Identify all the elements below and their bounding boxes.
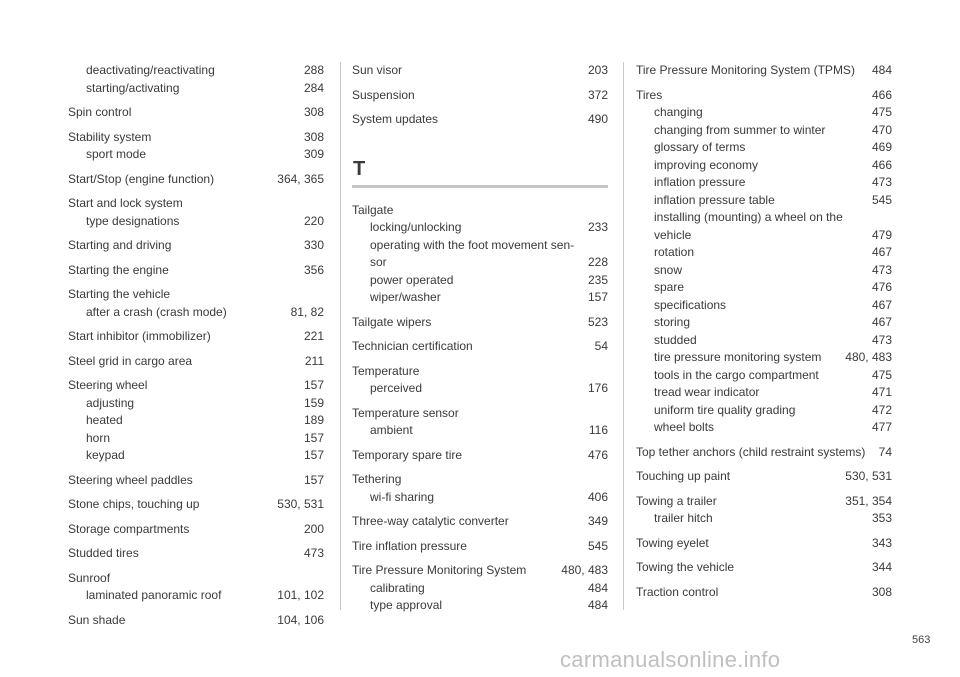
index-main-line — [352, 202, 608, 220]
index-main-line — [68, 353, 324, 371]
entry-pages: 473 — [303, 546, 324, 560]
index-sub-line — [352, 380, 608, 398]
index-entry — [68, 570, 324, 605]
index-main-line — [636, 559, 892, 577]
entry-term: wiper/washer — [370, 290, 441, 304]
entry-pages: 476 — [587, 447, 608, 462]
entry-term: keypad — [86, 448, 125, 462]
index-main-line — [68, 262, 324, 280]
entry-term: Suspension — [352, 87, 415, 102]
index-sub-line — [636, 402, 892, 420]
entry-term: Sun visor — [352, 63, 403, 77]
entry-pages: 356 — [303, 262, 324, 277]
entry-pages: 159 — [303, 395, 324, 410]
entry-pages: 189 — [303, 413, 324, 427]
index-entry — [68, 496, 324, 514]
index-sub-line — [636, 314, 892, 332]
index-main-line — [352, 111, 608, 129]
entry-term: spare — [654, 280, 685, 294]
index-entry — [68, 612, 324, 630]
entry-term: Steering wheel — [68, 378, 148, 392]
section-letter: T — [353, 157, 366, 180]
entry-term: Tire Pressure Monitoring System (TPMS) — [636, 63, 855, 77]
entry-term: Spin control — [68, 105, 132, 119]
entry-pages: 157 — [303, 430, 324, 445]
entry-pages: 372 — [587, 87, 608, 102]
entry-term: Start inhibitor (immobilizer) — [68, 329, 211, 343]
entry-pages: 116 — [588, 423, 608, 437]
entry-term: changing from summer to winter — [654, 122, 826, 137]
index-entry — [352, 363, 608, 398]
entry-pages: 220 — [303, 213, 324, 228]
index-main-line — [68, 612, 324, 630]
entry-term: laminated panoramic roof — [86, 588, 222, 602]
index-sub-line — [352, 597, 608, 615]
index-main-line — [352, 314, 608, 332]
entry-term: Storage compartments — [68, 521, 190, 536]
index-main-line — [68, 171, 324, 189]
entry-term: improving economy — [654, 157, 759, 172]
index-main-line — [352, 562, 608, 580]
entry-pages: 545 — [587, 538, 608, 553]
index-entry — [636, 493, 892, 528]
index-sub-line — [636, 157, 892, 175]
index-entry — [352, 62, 608, 80]
index-main-line — [68, 328, 324, 346]
entry-pages: 480, 483 — [845, 350, 892, 364]
entry-pages: 472 — [871, 402, 892, 417]
entry-pages: 530, 531 — [277, 497, 324, 511]
entry-term: Technician certification — [352, 339, 473, 353]
entry-term: Studded tires — [68, 546, 139, 560]
entry-term: adjusting — [86, 395, 135, 410]
index-sub-line — [636, 262, 892, 280]
column-divider — [340, 62, 341, 610]
entry-term: vehicle — [654, 227, 692, 242]
entry-term: uniform tire quality grading — [654, 402, 796, 417]
index-sub-line — [636, 122, 892, 140]
entry-term: Start/Stop (engine function) — [68, 171, 215, 186]
index-sub-line — [636, 104, 892, 122]
entry-pages: 484 — [587, 580, 608, 595]
index-sub-line — [352, 219, 608, 237]
entry-term: Traction control — [636, 584, 719, 599]
entry-pages: 284 — [303, 80, 324, 95]
entry-term: Starting the vehicle — [68, 287, 171, 301]
entry-term: locking/unlocking — [370, 220, 462, 234]
index-sub-line — [68, 447, 324, 465]
entry-term: Tire Pressure Monitoring System — [352, 563, 527, 577]
index-main-line — [352, 447, 608, 465]
index-entry — [68, 262, 324, 280]
entry-pages: 480, 483 — [561, 563, 608, 577]
entry-term: Towing a trailer — [636, 493, 717, 508]
entry-term: perceived — [370, 381, 423, 395]
entry-term: storing — [654, 315, 691, 329]
entry-term: horn — [86, 430, 111, 445]
index-main-line — [352, 363, 608, 381]
index-entry — [352, 111, 608, 129]
index-entry — [636, 584, 892, 602]
index-sub-line — [636, 297, 892, 315]
index-entry — [352, 471, 608, 506]
index-sub-line — [636, 244, 892, 262]
entry-term: tread wear indicator — [654, 385, 760, 399]
index-entry — [68, 104, 324, 122]
index-entry — [68, 472, 324, 490]
index-sub-line — [636, 367, 892, 385]
index-sub-line — [352, 272, 608, 290]
entry-term: Tires — [636, 87, 663, 102]
index-entry — [68, 521, 324, 539]
entry-pages: 235 — [587, 272, 608, 287]
entry-term: Temperature sensor — [352, 405, 459, 420]
index-entry — [636, 559, 892, 577]
entry-term: ambient — [370, 423, 413, 437]
index-sub-line — [636, 419, 892, 437]
index-entry — [68, 62, 324, 97]
entry-pages: 81, 82 — [290, 304, 324, 319]
entry-pages: 221 — [303, 329, 324, 343]
index-entry — [352, 338, 608, 356]
index-main-line — [68, 195, 324, 213]
index-sub-line — [636, 349, 892, 367]
index-sub-line — [636, 279, 892, 297]
index-column-1 — [68, 62, 324, 636]
index-main-line — [68, 129, 324, 147]
index-main-line — [636, 62, 892, 80]
entry-pages: 473 — [871, 332, 892, 347]
index-main-line — [636, 468, 892, 486]
entry-pages: 364, 365 — [277, 171, 324, 186]
index-main-line — [636, 87, 892, 105]
index-main-line — [352, 62, 608, 80]
index-main-line — [352, 405, 608, 423]
entry-pages: 157 — [587, 290, 608, 304]
entry-term: type designations — [86, 213, 180, 228]
entry-pages: 467 — [871, 245, 892, 259]
index-entry — [636, 87, 892, 437]
index-main-line — [68, 570, 324, 588]
index-sub-line — [68, 62, 324, 80]
index-entry — [352, 202, 608, 307]
index-sub-line — [68, 430, 324, 448]
entry-pages: 176 — [587, 381, 608, 395]
entry-pages: 200 — [303, 521, 324, 536]
index-sub-line — [68, 412, 324, 430]
entry-term: tools in the cargo compartment — [654, 367, 819, 382]
entry-pages: 228 — [587, 255, 608, 269]
index-main-line — [68, 104, 324, 122]
index-sub-line — [636, 332, 892, 350]
index-entry — [352, 405, 608, 440]
index-main-line — [352, 513, 608, 531]
entry-term: glossary of terms — [654, 140, 746, 154]
entry-term: calibrating — [370, 580, 425, 595]
index-main-line — [68, 496, 324, 514]
entry-term: rotation — [654, 245, 695, 259]
index-entry — [352, 314, 608, 332]
index-entry — [68, 129, 324, 164]
entry-pages: 308 — [871, 584, 892, 599]
index-sub-line — [352, 489, 608, 507]
entry-pages: 530, 531 — [845, 469, 892, 483]
index-main-line — [68, 472, 324, 490]
entry-pages: 470 — [871, 122, 892, 137]
entry-term: type approval — [370, 598, 443, 612]
entry-term: changing — [654, 105, 703, 119]
index-main-line — [352, 87, 608, 105]
entry-term: deactivating/reactivating — [86, 63, 215, 77]
entry-term: Touching up paint — [636, 469, 731, 483]
entry-term: studded — [654, 332, 697, 347]
entry-pages: 471 — [871, 385, 892, 399]
entry-pages: 330 — [303, 238, 324, 252]
index-entry — [352, 447, 608, 465]
page-number: 563 — [912, 634, 931, 646]
entry-pages: 288 — [303, 63, 324, 77]
entry-term: Starting the engine — [68, 262, 169, 277]
index-entry — [68, 237, 324, 255]
entry-pages: 203 — [587, 63, 608, 77]
entry-pages: 523 — [587, 314, 608, 329]
index-main-line — [352, 338, 608, 356]
entry-term: operating with the foot movement sen- — [370, 237, 575, 252]
entry-term: heated — [86, 413, 123, 427]
entry-term: System updates — [352, 112, 439, 126]
index-entry — [68, 195, 324, 230]
index-entry — [68, 353, 324, 371]
index-sub-line — [352, 422, 608, 440]
entry-pages: 104, 106 — [277, 612, 324, 627]
index-main-line — [636, 444, 892, 462]
entry-pages: 157 — [303, 472, 324, 487]
index-entry — [68, 286, 324, 321]
entry-pages: 157 — [303, 448, 324, 462]
entry-term: trailer hitch — [654, 511, 713, 525]
index-entry — [636, 535, 892, 553]
index-main-line — [636, 584, 892, 602]
index-entry — [68, 171, 324, 189]
entry-pages: 74 — [878, 444, 892, 459]
entry-term: Tailgate — [352, 202, 394, 217]
index-sub-line — [68, 213, 324, 231]
entry-term: Stability system — [68, 129, 152, 144]
entry-pages: 467 — [871, 297, 892, 312]
entry-term: Towing eyelet — [636, 535, 709, 550]
watermark: carmanualsonline.info — [560, 647, 781, 672]
index-sub-line — [68, 395, 324, 413]
entry-term: Start and lock system — [68, 196, 183, 210]
entry-term: Temperature — [352, 363, 420, 378]
index-entry — [352, 562, 608, 615]
index-sub-line — [68, 587, 324, 605]
index-entry — [352, 538, 608, 556]
entry-pages: 466 — [871, 157, 892, 172]
index-sub-line — [68, 80, 324, 98]
index-entry — [68, 328, 324, 346]
entry-pages: 406 — [587, 489, 608, 504]
entry-term: Starting and driving — [68, 238, 172, 252]
index-column-2 — [352, 62, 608, 622]
entry-pages: 211 — [304, 353, 324, 368]
entry-pages: 475 — [871, 105, 892, 119]
entry-pages: 344 — [871, 560, 892, 574]
entry-term: snow — [654, 262, 683, 277]
entry-pages: 54 — [594, 339, 608, 353]
index-entry — [352, 513, 608, 531]
entry-pages: 467 — [871, 315, 892, 329]
entry-term: Temporary spare tire — [352, 447, 463, 462]
entry-term: Three-way catalytic converter — [352, 514, 509, 528]
index-main-line — [636, 493, 892, 511]
index-main-line — [352, 471, 608, 489]
entry-pages: 343 — [871, 535, 892, 550]
entry-pages: 473 — [871, 175, 892, 189]
entry-term: specifications — [654, 297, 727, 312]
entry-term: wheel bolts — [654, 420, 715, 434]
index-sub-line — [68, 304, 324, 322]
entry-pages: 101, 102 — [277, 588, 324, 602]
entry-pages: 475 — [871, 367, 892, 382]
index-entry — [636, 444, 892, 462]
index-entry — [352, 87, 608, 105]
entry-term: inflation pressure table — [654, 192, 775, 207]
entry-term: Tethering — [352, 472, 402, 486]
index-main-line — [68, 377, 324, 395]
entry-pages: 466 — [871, 87, 892, 102]
entry-pages: 477 — [871, 420, 892, 434]
column-divider — [623, 62, 624, 610]
index-entry — [68, 377, 324, 465]
entry-term: tire pressure monitoring system — [654, 350, 822, 364]
entry-pages: 157 — [303, 378, 324, 392]
index-sub-line — [636, 510, 892, 528]
entry-pages: 484 — [871, 63, 892, 77]
entry-term: Top tether anchors (child restraint systems) — [636, 444, 866, 459]
entry-pages: 349 — [587, 514, 608, 528]
entry-pages: 308 — [303, 105, 324, 119]
entry-term: Steering wheel paddles — [68, 472, 193, 487]
entry-term: Sunroof — [68, 570, 111, 585]
entry-pages: 490 — [587, 112, 608, 126]
entry-term: Towing the vehicle — [636, 560, 735, 574]
entry-pages: 473 — [871, 262, 892, 277]
index-main-line — [636, 535, 892, 553]
index-sub-line — [636, 384, 892, 402]
entry-pages: 233 — [587, 220, 608, 234]
index-sub-line — [352, 254, 608, 272]
entry-term: sor — [370, 255, 387, 269]
entry-term: starting/activating — [86, 80, 180, 95]
entry-pages: 469 — [871, 140, 892, 154]
entry-term: Tire inflation pressure — [352, 538, 467, 553]
entry-pages: 476 — [871, 280, 892, 294]
index-sub-line — [636, 139, 892, 157]
index-main-line — [68, 521, 324, 539]
index-main-line — [352, 538, 608, 556]
entry-pages: 351, 354 — [845, 493, 892, 508]
entry-term: Steel grid in cargo area — [68, 353, 193, 368]
entry-term: sport mode — [86, 147, 147, 161]
index-entry — [636, 468, 892, 486]
entry-term: installing (mounting) a wheel on the — [654, 210, 843, 224]
entry-pages: 484 — [587, 598, 608, 612]
entry-pages: 479 — [871, 227, 892, 242]
index-column-3 — [636, 62, 892, 608]
index-entry — [636, 62, 892, 80]
entry-term: Tailgate wipers — [352, 314, 432, 329]
entry-pages: 308 — [303, 129, 324, 144]
entry-term: after a crash (crash mode) — [86, 304, 227, 319]
index-main-line — [68, 286, 324, 304]
index-main-line — [68, 545, 324, 563]
entry-pages: 353 — [871, 511, 892, 525]
section-header-t — [352, 157, 608, 188]
index-sub-line — [352, 289, 608, 307]
index-sub-line — [636, 192, 892, 210]
entry-term: Sun shade — [68, 612, 126, 627]
index-entry — [68, 545, 324, 563]
index-sub-line — [352, 580, 608, 598]
index-main-line — [68, 237, 324, 255]
entry-term: inflation pressure — [654, 175, 746, 189]
index-sub-line — [68, 146, 324, 164]
entry-term: wi-fi sharing — [370, 489, 435, 504]
index-sub-line — [636, 227, 892, 245]
entry-term: Stone chips, touching up — [68, 497, 200, 511]
entry-pages: 309 — [303, 147, 324, 161]
index-sub-line — [636, 174, 892, 192]
entry-pages: 545 — [871, 192, 892, 207]
section-rule — [352, 185, 608, 188]
entry-term: power operated — [370, 272, 454, 287]
